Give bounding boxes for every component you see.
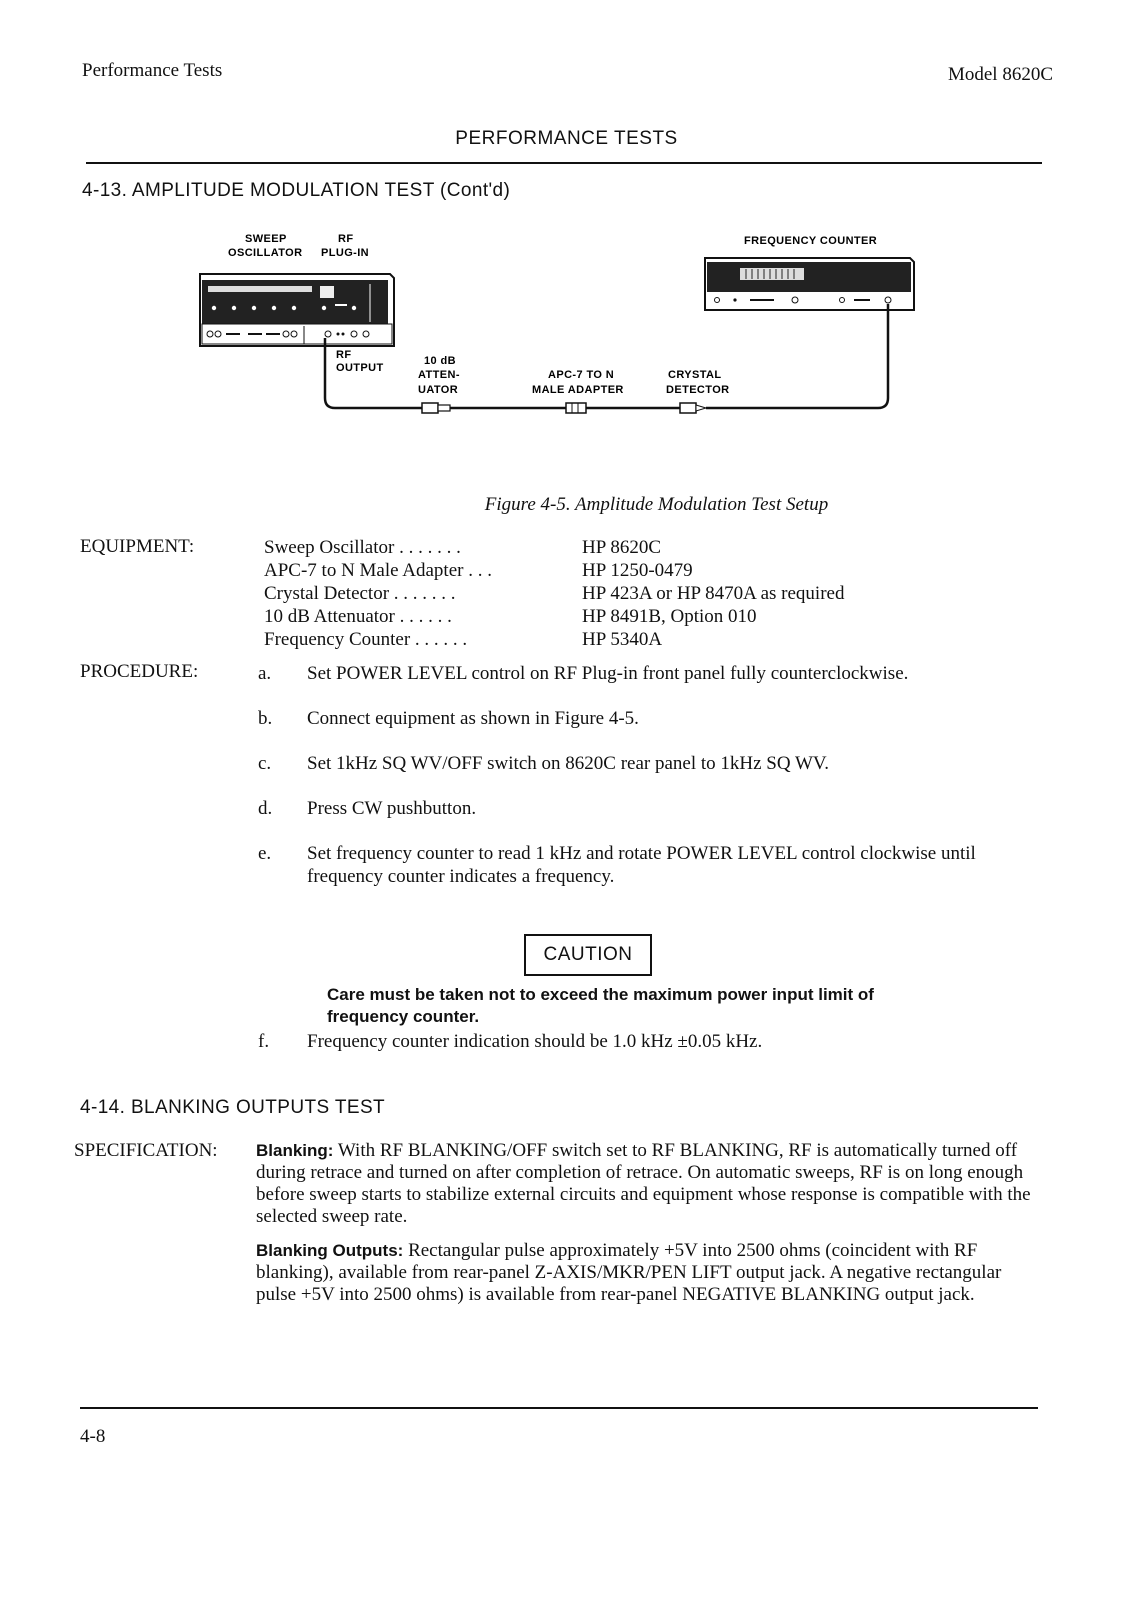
diagram-label-adapter-2: MALE ADAPTER [532,384,624,396]
equipment-name: Frequency Counter . . . . . . [264,629,468,650]
step-letter: f. [258,1031,270,1052]
header-rule [86,162,1042,164]
equipment-label: EQUIPMENT: [80,536,195,557]
running-header-left: Performance Tests [82,60,223,81]
procedure-step [258,662,1018,685]
procedure-step [258,1030,1018,1053]
equipment-name: Crystal Detector . . . . . . . [264,583,456,604]
diagram-label-detector-1: CRYSTAL [668,369,722,381]
step-text: Frequency counter indication should be 1.0 kHz ±0.05 kHz. [307,1031,763,1052]
diagram-label-atten-2: ATTEN- [418,369,460,381]
equipment-value: HP 1250-0479 [582,560,693,581]
caution-text: Care must be taken not to exceed the maximum power input limit of frequency counter. [327,985,874,1026]
procedure-label: PROCEDURE: [80,661,199,682]
step-text: Set frequency counter to read 1 kHz and rotate POWER LEVEL control clockwise until frequency counter indicates a frequency. [307,843,976,887]
equipment-row [264,559,844,582]
procedure-step [258,752,1018,775]
procedure-step [258,842,1018,888]
step-text: Press CW pushbutton. [307,798,477,819]
blanking-paragraph [256,1140,1046,1228]
sweep-oscillator-instrument [200,274,394,346]
blanking-outputs-text: Rectangular pulse approximately +5V into 2500 ohms (coincident with RF blanking), available from rear-panel Z-AXIS/MKR/PEN LIFT output jack. A negative rectangular pulse +5V into 2500 ohms) is available from rear-panel NEGATIVE BLANKING output jack. [256,1240,1002,1305]
page-number: 4-8 [80,1426,106,1447]
diagram-label-atten-1: 10 dB [424,355,456,367]
step-letter: e. [258,843,272,864]
diagram-label-sweep-2: OSCILLATOR [228,247,303,259]
frequency-counter-instrument [705,258,914,310]
diagram-label-rf-1: RF [338,233,354,245]
step-text: Set POWER LEVEL control on RF Plug-in front panel fully counterclockwise. [307,663,909,684]
step-text: Set 1kHz SQ WV/OFF switch on 8620C rear panel to 1kHz SQ WV. [307,753,829,774]
diagram-label-atten-3: UATOR [418,384,459,396]
equipment-value: HP 8491B, Option 010 [582,606,757,627]
diagram-label-rf-2: PLUG-IN [321,247,370,259]
section-heading-4-14: 4-14. BLANKING OUTPUTS TEST [80,1097,386,1118]
footer-rule [80,1407,1038,1409]
caution-badge: CAUTION [524,934,652,976]
equipment-row [264,582,844,605]
equipment-value: HP 8620C [582,537,662,558]
equipment-row [264,628,844,651]
equipment-name: 10 dB Attenuator . . . . . . [264,606,452,627]
crystal-detector-component [680,403,706,413]
diagram-label-sweep-1: SWEEP [245,233,287,245]
attenuator-component [422,403,450,413]
section-heading-4-13: 4-13. AMPLITUDE MODULATION TEST (Cont'd) [82,180,511,201]
step-letter: d. [258,798,273,819]
step-text: Connect equipment as shown in Figure 4-5. [307,708,639,729]
page-title: PERFORMANCE TESTS [455,128,678,149]
blanking-outputs-label: Blanking Outputs: [256,1241,404,1260]
diagram-label-counter: FREQUENCY COUNTER [744,235,878,247]
step-letter: c. [258,753,272,774]
blanking-label: Blanking: [256,1141,334,1160]
diagram-label-rfout-2: OUTPUT [336,362,384,374]
equipment-row [264,536,844,559]
blanking-outputs-paragraph [256,1240,1046,1306]
equipment-value: HP 423A or HP 8470A as required [582,583,845,604]
specification-label: SPECIFICATION: [74,1140,218,1161]
step-letter: a. [258,663,272,684]
equipment-list [264,536,844,651]
diagram-label-detector-2: DETECTOR [666,384,730,396]
diagram-label-rfout-1: RF [336,349,352,361]
figure-caption: Figure 4-5. Amplitude Modulation Test Setup [484,494,829,515]
blanking-text: With RF BLANKING/OFF switch set to RF BLANKING, RF is automatically turned off during retrace and turned on after completion of retrace. On automatic sweeps, RF is on long enough before sweep starts to stabilize external circuits and equipment whose response is compatible with the selected sweep rate. [256,1140,1031,1227]
test-setup-diagram [190,228,930,438]
equipment-name: APC-7 to N Male Adapter . . . [264,560,492,581]
equipment-row [264,605,844,628]
step-letter: b. [258,708,273,729]
adapter-component [566,403,586,413]
procedure-step [258,797,1018,820]
equipment-value: HP 5340A [582,629,663,650]
equipment-name: Sweep Oscillator . . . . . . . [264,537,461,558]
procedure-step [258,707,1018,730]
running-header-right: Model 8620C [947,64,1053,85]
diagram-label-adapter-1: APC-7 TO N [548,369,615,381]
